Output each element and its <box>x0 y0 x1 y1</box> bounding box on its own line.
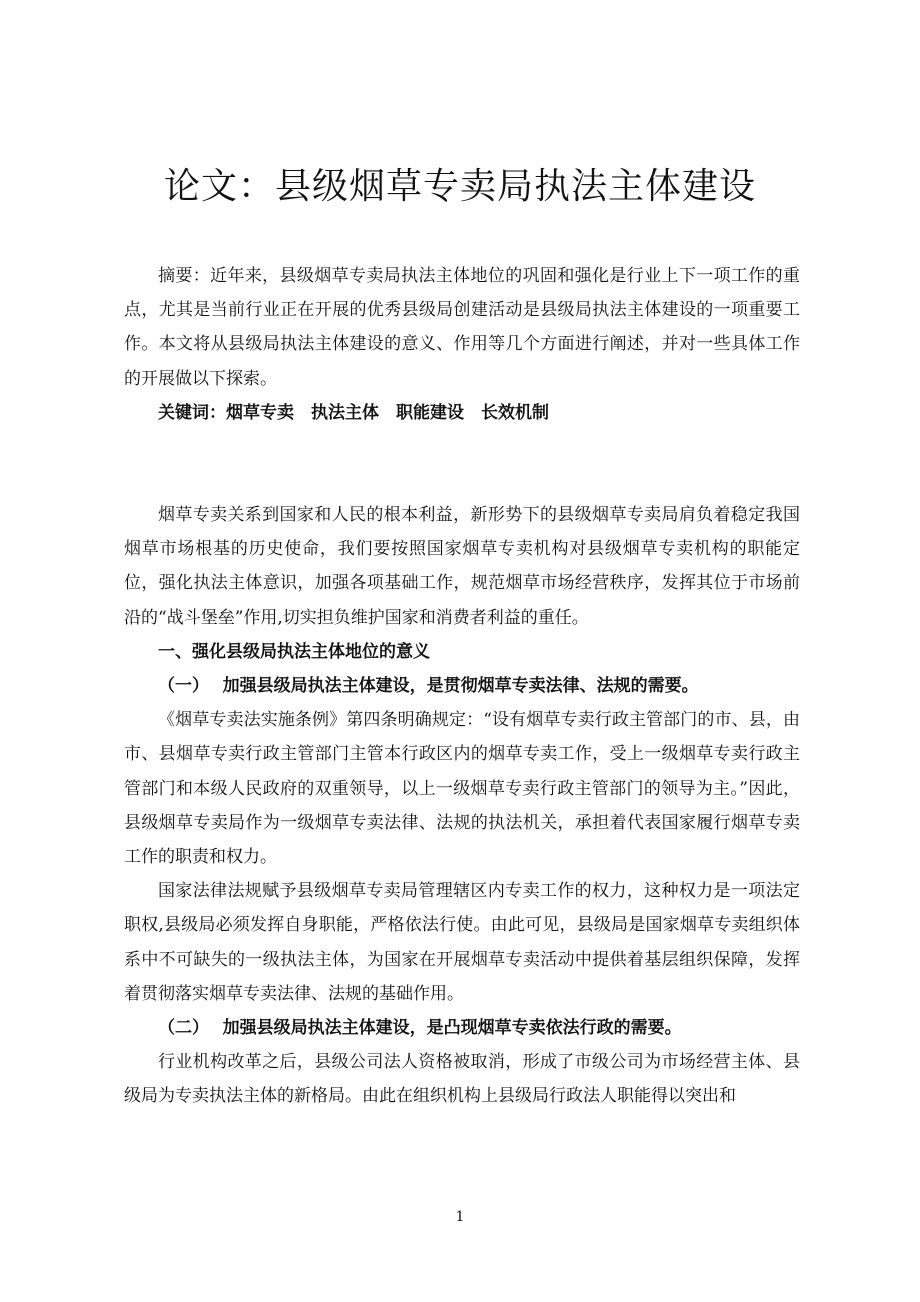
abstract-paragraph <box>124 259 800 396</box>
document-title: 论文：县级烟草专卖局执法主体建设 <box>163 166 756 207</box>
document-body <box>124 259 800 1114</box>
subsection-number: （一） <box>158 676 209 697</box>
subsection-heading-2 <box>124 1011 800 1045</box>
keywords-label: 关键词： <box>158 402 226 423</box>
page-number: 1 <box>455 1209 465 1225</box>
abstract-label: 摘要： <box>158 266 211 286</box>
subsection-heading-text: 加强县级局执法主体建设，是贯彻烟草专卖法律、法规的需要。 <box>222 676 699 697</box>
keywords-line <box>124 396 800 430</box>
section-spacer <box>124 430 800 498</box>
intro-paragraph: 烟草专卖关系到国家和人民的根本利益，新形势下的县级烟草专卖局肩负着稳定我国烟草市场根基的历史使命，我们要按照国家烟草专卖机构对县级烟草专卖机构的职能定位，强化执法主体意识，加强各项基础工作，规范烟草市场经营秩序，发挥其位于市场前沿的“战斗堡垒”作用,切实担负维护国家和消费者利益的重任。 <box>124 505 800 628</box>
body-paragraph: 《烟草专卖法实施条例》第四条明确规定：“设有烟草专卖行政主管部门的市、县，由市、县烟草专卖行政主管部门主管本行政区内的烟草专卖工作，受上一级烟草专卖行政主管部门和本级人民政府的双重领导，以上一级烟草专卖行政主管部门的领导为主。”因此，县级烟草专卖局作为一级烟草专卖法律、法规的执法机关，承担着代表国家履行烟草专卖工作的职责和权力。 <box>124 710 800 868</box>
body-paragraph: 国家法律法规赋予县级烟草专卖局管理辖区内专卖工作的权力，这种权力是一项法定职权,县级局必须发挥自身职能，严格依法行使。由此可见，县级局是国家烟草专卖组织体系中不可缺失的一级执法主体，为国家在开展烟草专卖活动中提供着基层组织保障，发挥着贯彻落实烟草专卖法律、法规的基础作用。 <box>124 881 800 1004</box>
keyword-item: 执法主体 <box>311 402 379 423</box>
keyword-item: 长效机制 <box>481 402 549 423</box>
keyword-item: 职能建设 <box>396 402 464 423</box>
subsection-heading-text: 加强县级局执法主体建设，是凸现烟草专卖依法行政的需要。 <box>222 1018 682 1039</box>
subsection-heading-1 <box>124 669 800 703</box>
section-heading-1: 一、强化县级局执法主体地位的意义 <box>158 641 430 662</box>
body-paragraph: 行业机构改革之后，县级公司法人资格被取消，形成了市级公司为市场经营主体、县级局为专卖执法主体的新格局。由此在组织机构上县级局行政法人职能得以突出和 <box>124 1052 800 1107</box>
abstract-text: 近年来，县级烟草专卖局执法主体地位的巩固和强化是行业上下一项工作的重点，尤其是当前行业正在开展的优秀县级局创建活动是县级局执法主体建设的一项重要工作。本文将从县级局执法主体建设的意义、作用等几个方面进行阐述，并对一些具体工作的开展做以下探索。 <box>124 266 801 389</box>
keyword-item: 烟草专卖 <box>226 402 294 423</box>
subsection-number: （二） <box>158 1018 209 1039</box>
